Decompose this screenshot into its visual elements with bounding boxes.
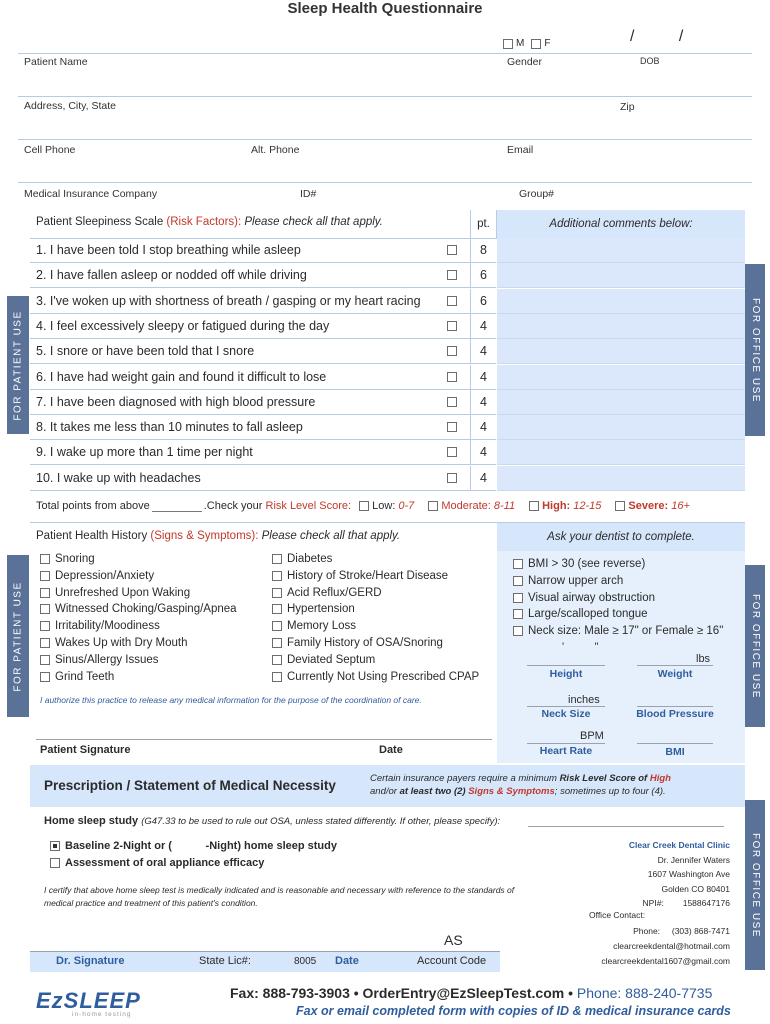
bp-line bbox=[637, 706, 713, 707]
neck-line bbox=[527, 706, 605, 707]
hr-line bbox=[527, 743, 605, 744]
office-item-label: Visual airway obstruction bbox=[528, 591, 655, 604]
clinic-contact bbox=[540, 924, 730, 969]
office-contact-label: Office Contact: bbox=[589, 910, 646, 920]
gender-field: Gender bbox=[507, 56, 543, 68]
office-use-band-3: FOR OFFICE USE bbox=[745, 800, 765, 970]
question-text: 6. I have had weight gain and found it difficult to lose bbox=[36, 369, 327, 384]
high-checkbox[interactable] bbox=[529, 501, 539, 511]
history-item[interactable] bbox=[40, 637, 188, 649]
gender-f-label: F bbox=[544, 38, 551, 49]
history-item-label: History of Stroke/Heart Disease bbox=[287, 569, 449, 582]
line-1 bbox=[18, 53, 752, 54]
history-item-label: Grind Teeth bbox=[55, 670, 115, 683]
question-row bbox=[30, 365, 496, 390]
question-row bbox=[30, 289, 496, 314]
office-checkbox[interactable] bbox=[513, 593, 523, 603]
gender-f-checkbox[interactable] bbox=[531, 39, 541, 49]
history-checkbox[interactable] bbox=[40, 588, 50, 598]
comments-header: Additional comments below: bbox=[497, 210, 745, 238]
history-checkbox[interactable] bbox=[272, 638, 282, 648]
history-item-label: Unrefreshed Upon Waking bbox=[55, 586, 191, 599]
question-points: 6 bbox=[470, 289, 496, 314]
account-code-field[interactable]: Account Code bbox=[417, 955, 487, 967]
bpm-unit: BPM bbox=[580, 730, 604, 742]
question-row bbox=[30, 415, 496, 440]
history-checkbox[interactable] bbox=[40, 554, 50, 564]
history-item[interactable] bbox=[272, 603, 355, 615]
ask-dentist-header: Ask your dentist to complete. bbox=[497, 523, 745, 551]
office-use-band-1: FOR OFFICE USE bbox=[745, 264, 765, 436]
prescription-note: Certain insurance payers require a minimum Risk Level Score of High and/or at least two (2) Signs & Symptoms; sometimes up to four (4). bbox=[370, 773, 671, 797]
neck-size-field[interactable]: Neck Size bbox=[541, 708, 591, 720]
id-field[interactable]: ID# bbox=[300, 188, 317, 200]
comment-cell[interactable] bbox=[497, 289, 745, 314]
office-item-label: Neck size: Male ≥ 17" or Female ≥ 16" bbox=[528, 625, 724, 638]
question-text: 3. I've woken up with shortness of breath / gasping or my heart racing bbox=[36, 293, 421, 308]
bmi-line bbox=[637, 743, 713, 744]
history-item-label: Currently Not Using Prescribed CPAP bbox=[287, 670, 480, 683]
total-input[interactable] bbox=[152, 500, 202, 512]
scale-heading: Patient Sleepiness Scale (Risk Factors): Please check all that apply. bbox=[36, 216, 383, 228]
history-item-label: Snoring bbox=[55, 553, 95, 565]
clinic-info bbox=[540, 838, 730, 911]
dr-signature-field[interactable]: Dr. Signature bbox=[56, 955, 125, 967]
dob-field[interactable]: DOB bbox=[640, 56, 660, 66]
question-text: 2. I have fallen asleep or nodded off while driving bbox=[36, 268, 307, 283]
question-text: 9. I wake up more than 1 time per night bbox=[36, 445, 253, 460]
question-points: 4 bbox=[470, 415, 496, 440]
feet-marks: ' " bbox=[562, 641, 599, 653]
comment-cell[interactable] bbox=[497, 238, 745, 263]
alt-phone-field[interactable]: Alt. Phone bbox=[251, 144, 300, 156]
history-checkbox[interactable] bbox=[40, 604, 50, 614]
clinic-phone: Phone: (303) 868-7471 bbox=[633, 926, 730, 936]
office-item[interactable] bbox=[513, 608, 648, 620]
history-item[interactable] bbox=[272, 637, 443, 649]
question-text: 10. I wake up with headaches bbox=[36, 470, 201, 485]
total-row: Total points from above .Check your Risk Level Score: Low: 0-7 Moderate: 8-11 High: 12-15 Severe: 16+ bbox=[36, 500, 690, 512]
question-text: 1. I have been told I stop breathing while asleep bbox=[36, 243, 301, 257]
dr-date-field[interactable]: Date bbox=[335, 955, 359, 967]
account-code-value: AS bbox=[444, 932, 463, 948]
history-item[interactable] bbox=[40, 553, 95, 565]
page-title: Sleep Health Questionnaire bbox=[287, 0, 483, 17]
history-item[interactable] bbox=[40, 587, 190, 599]
history-item[interactable] bbox=[40, 570, 154, 582]
patient-use-band-1: FOR PATIENT USE bbox=[7, 296, 29, 434]
office-item-label: Narrow upper arch bbox=[528, 574, 624, 587]
comment-cell[interactable] bbox=[497, 415, 745, 440]
baseline-option[interactable]: Baseline 2-Night or ( -Night) home sleep study bbox=[50, 840, 337, 852]
question-checkbox[interactable] bbox=[447, 296, 457, 306]
comment-cell[interactable] bbox=[497, 314, 745, 339]
history-item-label: Deviated Septum bbox=[287, 653, 376, 666]
logo-text: EzSLEEP bbox=[36, 988, 141, 1013]
height-line bbox=[527, 665, 605, 666]
history-checkbox[interactable] bbox=[40, 571, 50, 581]
history-checkbox[interactable] bbox=[272, 655, 282, 665]
history-item[interactable] bbox=[272, 654, 375, 666]
history-checkbox[interactable] bbox=[272, 588, 282, 598]
question-row bbox=[30, 339, 496, 364]
question-points: 4 bbox=[470, 466, 496, 491]
history-item-label: Depression/Anxiety bbox=[55, 569, 155, 582]
history-item[interactable] bbox=[272, 671, 479, 683]
clinic-npi: NPI#: 1588647176 bbox=[642, 898, 730, 908]
office-checkbox[interactable] bbox=[513, 559, 523, 569]
question-text: 5. I snore or have been told that I snore bbox=[36, 344, 255, 359]
state-lic-value: 8005 bbox=[294, 956, 317, 967]
history-item[interactable] bbox=[40, 620, 160, 632]
prescription-title: Prescription / Statement of Medical Necessity bbox=[44, 778, 336, 793]
question-row bbox=[30, 390, 496, 415]
history-item-label: Wakes Up with Dry Mouth bbox=[55, 637, 188, 649]
inches-unit: inches bbox=[568, 694, 600, 706]
history-item-label: Witnessed Choking/Gasping/Apnea bbox=[55, 603, 237, 616]
office-use-band-2: FOR OFFICE USE bbox=[745, 565, 765, 727]
severe-checkbox[interactable] bbox=[615, 501, 625, 511]
history-checkbox[interactable] bbox=[272, 604, 282, 614]
question-checkbox[interactable] bbox=[447, 372, 457, 382]
footer-note: Fax or email completed form with copies of ID & medical insurance cards bbox=[296, 1004, 731, 1018]
office-checkbox[interactable] bbox=[513, 576, 523, 586]
office-checkbox[interactable] bbox=[513, 626, 523, 636]
office-item[interactable] bbox=[513, 575, 623, 587]
comment-cell[interactable] bbox=[497, 466, 745, 491]
clinic-street: 1607 Washington Ave bbox=[647, 869, 730, 879]
comment-cell[interactable] bbox=[497, 440, 745, 465]
history-item-label: Sinus/Allergy Issues bbox=[55, 653, 159, 666]
weight-line bbox=[637, 665, 713, 666]
history-item-label: Diabetes bbox=[287, 553, 333, 565]
history-item-label: Hypertension bbox=[287, 603, 355, 616]
question-text: 8. It takes me less than 10 minutes to fall asleep bbox=[36, 420, 303, 435]
baseline-checkbox[interactable] bbox=[50, 841, 60, 851]
moderate-checkbox[interactable] bbox=[428, 501, 438, 511]
history-checkbox[interactable] bbox=[272, 554, 282, 564]
question-checkbox[interactable] bbox=[447, 270, 457, 280]
question-row bbox=[30, 238, 496, 263]
patient-date-field[interactable]: Date bbox=[379, 744, 403, 756]
history-item-label: Family History of OSA/Snoring bbox=[287, 637, 443, 649]
question-row bbox=[30, 440, 496, 465]
question-checkbox[interactable] bbox=[447, 397, 457, 407]
history-checkbox[interactable] bbox=[40, 655, 50, 665]
pt-header: pt. bbox=[470, 210, 497, 238]
office-checkbox[interactable] bbox=[513, 609, 523, 619]
question-row bbox=[30, 466, 496, 491]
question-checkbox[interactable] bbox=[447, 346, 457, 356]
certify-text: I certify that above home sleep test is medically indicated and is reasonable and necessary with reference to the standards of medical practice and treatment of this patient's condition. bbox=[44, 885, 515, 908]
authorize-text: I authorize this practice to release any medical information for the purpose of the coordination of care. bbox=[40, 695, 422, 705]
history-checkbox[interactable] bbox=[272, 621, 282, 631]
office-item[interactable] bbox=[513, 558, 645, 570]
line-2 bbox=[18, 96, 752, 97]
clinic-email-2: clearcreekdental1607@gmail.com bbox=[601, 956, 730, 966]
assessment-checkbox[interactable] bbox=[50, 858, 60, 868]
cell-phone-field[interactable]: Cell Phone bbox=[24, 144, 76, 156]
history-item-label: Memory Loss bbox=[287, 620, 357, 633]
question-checkbox[interactable] bbox=[447, 447, 457, 457]
history-checkbox[interactable] bbox=[40, 638, 50, 648]
question-row bbox=[30, 263, 496, 288]
history-item[interactable] bbox=[40, 654, 159, 666]
assessment-option[interactable]: Assessment of oral appliance efficacy bbox=[50, 857, 264, 869]
lbs-unit: lbs bbox=[696, 653, 711, 665]
office-item[interactable] bbox=[513, 625, 723, 637]
comment-cell[interactable] bbox=[497, 390, 745, 415]
weight-field[interactable]: Weight bbox=[657, 668, 693, 680]
question-checkbox[interactable] bbox=[447, 422, 457, 432]
heart-rate-field[interactable]: Heart Rate bbox=[539, 745, 593, 757]
group-field[interactable]: Group# bbox=[519, 188, 555, 200]
comment-cell[interactable] bbox=[497, 263, 745, 288]
line-4 bbox=[18, 182, 752, 183]
patient-name-field[interactable]: Patient Name bbox=[24, 56, 88, 68]
office-item-label: Large/scalloped tongue bbox=[528, 608, 648, 621]
address-field[interactable]: Address, City, State bbox=[24, 100, 117, 112]
low-checkbox[interactable] bbox=[359, 501, 369, 511]
clinic-doctor: Dr. Jennifer Waters bbox=[657, 854, 730, 865]
clinic-name: Clear Creek Dental Clinic bbox=[628, 840, 730, 850]
line-3 bbox=[18, 139, 752, 140]
history-item[interactable] bbox=[272, 553, 332, 565]
history-item-label: Acid Reflux/GERD bbox=[287, 586, 382, 599]
gender-options bbox=[503, 38, 550, 49]
zip-field[interactable]: Zip bbox=[620, 101, 635, 113]
height-field[interactable]: Height bbox=[549, 668, 583, 680]
history-checkbox[interactable] bbox=[272, 672, 282, 682]
history-item[interactable] bbox=[272, 570, 448, 582]
gender-m-label: M bbox=[516, 38, 525, 49]
question-checkbox[interactable] bbox=[447, 321, 457, 331]
question-checkbox[interactable] bbox=[447, 473, 457, 483]
question-points: 8 bbox=[470, 238, 496, 263]
question-text: 7. I have been diagnosed with high blood pressure bbox=[36, 394, 316, 409]
question-points: 4 bbox=[470, 440, 496, 465]
footer-phone: Phone: 888-240-7735 bbox=[576, 985, 713, 1001]
bmi-field[interactable]: BMI bbox=[665, 746, 685, 758]
home-study-line: Home sleep study (G47.33 to be used to rule out OSA, unless stated differently. If other, please specify): bbox=[44, 815, 501, 827]
history-checkbox[interactable] bbox=[40, 672, 50, 682]
home-study-specify-line[interactable] bbox=[528, 826, 724, 827]
history-item[interactable] bbox=[272, 587, 382, 599]
comment-cell[interactable] bbox=[497, 339, 745, 364]
history-item[interactable] bbox=[272, 620, 356, 632]
history-item[interactable] bbox=[40, 603, 237, 615]
insurance-field[interactable]: Medical Insurance Company bbox=[24, 188, 158, 200]
logo-tagline: in-home testing bbox=[72, 1011, 132, 1018]
blood-pressure-field[interactable]: Blood Pressure bbox=[636, 708, 714, 720]
patient-signature-line bbox=[36, 739, 492, 740]
question-text: 4. I feel excessively sleepy or fatigued during the day bbox=[36, 318, 330, 333]
question-points: 4 bbox=[470, 390, 496, 415]
history-checkbox[interactable] bbox=[40, 621, 50, 631]
email-field[interactable]: Email bbox=[507, 144, 534, 156]
question-checkbox[interactable] bbox=[447, 245, 457, 255]
state-lic-field[interactable]: State Lic#: bbox=[199, 955, 251, 967]
patient-use-band-2: FOR PATIENT USE bbox=[7, 555, 29, 717]
footer-fax: Fax: 888-793-3903 • OrderEntry@EzSleepTest.com • bbox=[230, 985, 574, 1001]
ezsleep-logo bbox=[36, 988, 166, 1020]
question-points: 4 bbox=[470, 339, 496, 364]
history-item-label: Irritability/Moodiness bbox=[55, 620, 160, 633]
history-item[interactable] bbox=[40, 671, 114, 683]
footer-contact bbox=[230, 985, 712, 1001]
dob-slashes: / / bbox=[630, 28, 684, 45]
clinic-city: Golden CO 80401 bbox=[661, 883, 730, 894]
question-points: 6 bbox=[470, 263, 496, 288]
comment-cell[interactable] bbox=[497, 365, 745, 390]
history-heading: Patient Health History (Signs & Symptoms): Please check all that apply. bbox=[36, 530, 401, 542]
question-points: 4 bbox=[470, 365, 496, 390]
patient-signature-field[interactable]: Patient Signature bbox=[40, 744, 131, 756]
office-item-label: BMI > 30 (see reverse) bbox=[528, 558, 646, 570]
office-item[interactable] bbox=[513, 592, 655, 604]
question-row bbox=[30, 314, 496, 339]
question-points: 4 bbox=[470, 314, 496, 339]
clinic-email-1: clearcreekdental@hotmail.com bbox=[613, 941, 730, 951]
history-checkbox[interactable] bbox=[272, 571, 282, 581]
gender-m-checkbox[interactable] bbox=[503, 39, 513, 49]
